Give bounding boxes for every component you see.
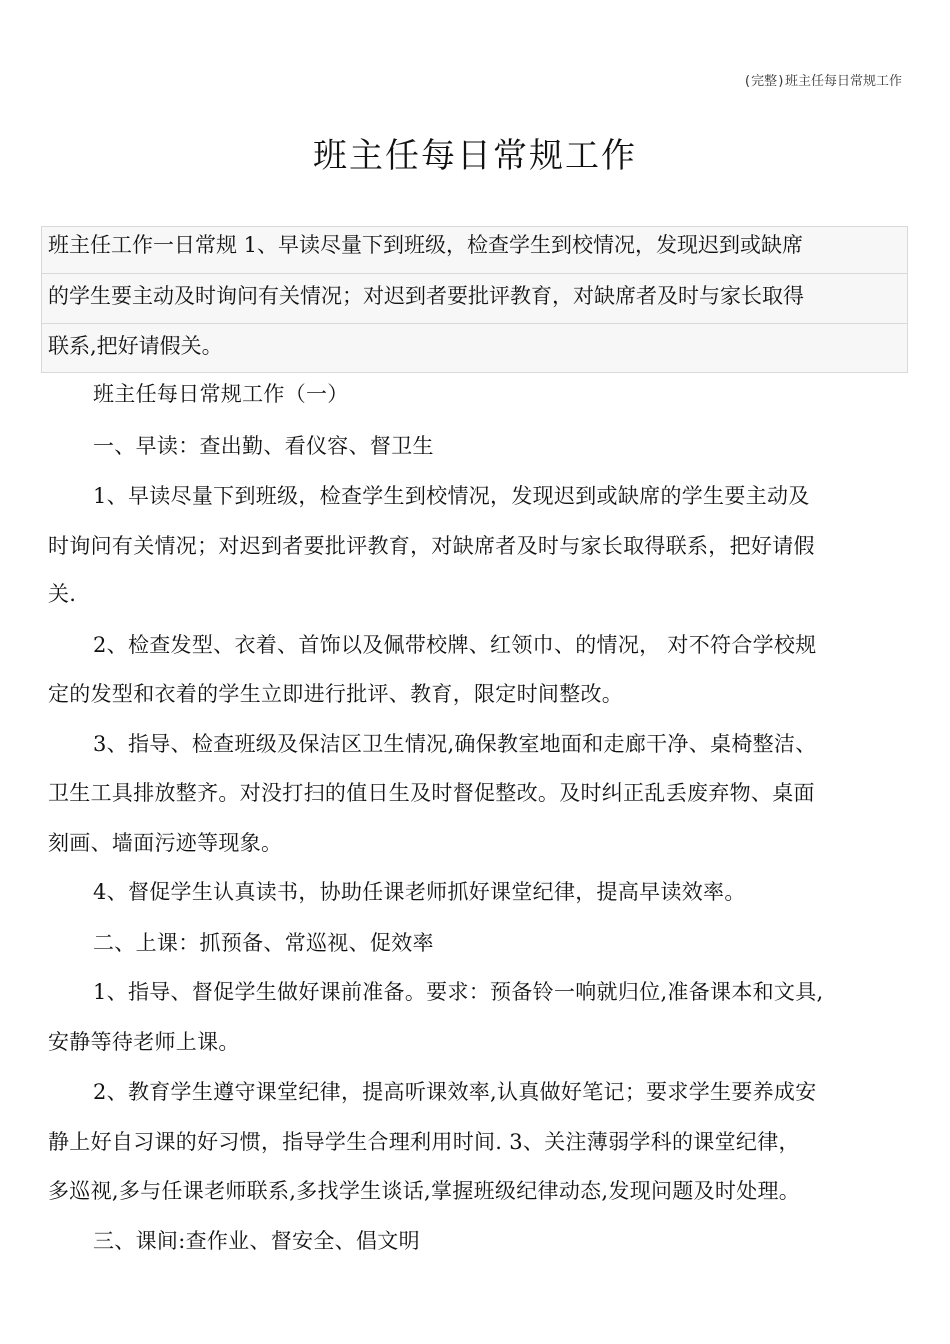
- section-heading: 一、早读：查出勤、看仪容、督卫生: [93, 434, 434, 458]
- running-header: (完整)班主任每日常规工作: [743, 74, 902, 89]
- intro-line: 的学生要主动及时询问有关情况；对迟到者要批评教育，对缺席者及时与家长取得: [48, 284, 804, 308]
- intro-table-divider: [42, 323, 907, 324]
- paragraph-line: 时询问有关情况；对迟到者要批评教育，对缺席者及时与家长取得联系，把好请假: [48, 534, 815, 558]
- paragraph-line: 2、教育学生遵守课堂纪律，提高听课效率,认真做好笔记；要求学生要养成安: [93, 1080, 817, 1104]
- paragraph-line: 定的发型和衣着的学生立即进行批评、教育，限定时间整改。: [48, 682, 624, 706]
- paragraph-line: 刻画、墙面污迹等现象。: [48, 831, 283, 855]
- paragraph-line: 1、早读尽量下到班级，检查学生到校情况，发现迟到或缺席的学生要主动及: [93, 484, 810, 508]
- paragraph-line: 多巡视,多与任课老师联系,多找学生谈话,掌握班级纪律动态,发现问题及时处理。: [48, 1179, 801, 1203]
- paragraph-line: 安静等待老师上课。: [48, 1030, 240, 1054]
- section-heading: 三、课间:查作业、督安全、倡文明: [93, 1229, 420, 1253]
- paragraph-line: 4、督促学生认真读书，协助任课老师抓好课堂纪律，提高早读效率。: [93, 880, 746, 904]
- paragraph-line: 2、检查发型、衣着、首饰以及佩带校牌、红领巾、的情况， 对不符合学校规: [93, 633, 817, 657]
- paragraph-line: 关.: [48, 582, 77, 606]
- paragraph-line: 3、指导、检查班级及保洁区卫生情况,确保教室地面和走廊干净、桌椅整洁、: [93, 732, 817, 756]
- page-title: 班主任每日常规工作: [313, 136, 637, 176]
- section-heading: 二、上课：抓预备、常巡视、促效率: [93, 931, 434, 955]
- intro-line: 班主任工作一日常规 1、早读尽量下到班级，检查学生到校情况，发现迟到或缺席: [48, 233, 804, 257]
- paragraph-line: 静上好自习课的好习惯，指导学生合理利用时间. 3、关注薄弱学科的课堂纪律，: [48, 1130, 800, 1154]
- paragraph-line: 卫生工具排放整齐。对没打扫的值日生及时督促整改。及时纠正乱丢废弃物、桌面: [48, 781, 815, 805]
- intro-table-divider: [42, 273, 907, 274]
- paragraph-line: 1、指导、督促学生做好课前准备。要求：预备铃一响就归位,准备课本和文具,: [93, 980, 824, 1004]
- intro-line: 联系,把好请假关。: [48, 334, 223, 358]
- section-subtitle: 班主任每日常规工作（一）: [93, 382, 349, 406]
